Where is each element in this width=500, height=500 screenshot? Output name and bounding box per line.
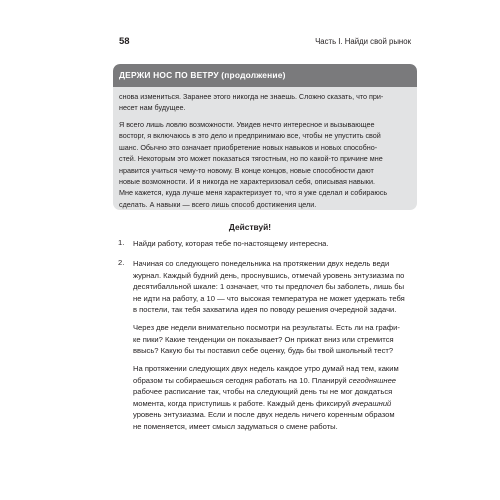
list-item-paragraph <box>133 258 405 316</box>
text-line: Найди работу, которая тебе по-настоящему интересна. <box>133 239 329 248</box>
text-line: восторг, я включаюсь в это дело и предпринимаю все, чтобы не упустить свой <box>119 131 381 141</box>
text-line: не поменяется, имеет смысл задуматься о смене работы. <box>133 421 338 431</box>
section-title: Действуй! <box>228 222 272 232</box>
text-line: ке пики? Какие тенденции он показывает? Он прижат вниз или стремится <box>133 334 394 344</box>
list-item-number: 1. <box>118 238 125 247</box>
sidebar-paragraph <box>119 119 387 210</box>
page-number: 58 <box>119 36 130 47</box>
list-item-text <box>133 238 329 250</box>
list-item-paragraph <box>133 363 399 433</box>
text-line: журнал. Каждый будний день, проснувшись, отмечай уровень энтузиазма по <box>133 270 405 280</box>
text-line: На протяжении следующих двух недель каждое утро думай над тем, каким <box>133 364 399 373</box>
text-line: не идти на работу, а 10 — что высокая температура не может удержать тебя <box>133 293 405 303</box>
text-line: несет нам будущее. <box>119 103 186 113</box>
emphasis-text: вчерашний <box>352 398 392 408</box>
running-head: Часть I. Найди свой рынок <box>315 37 411 46</box>
text-line: сделать. А навыки — всего лишь способ достижения цели. <box>119 199 317 209</box>
emphasis-text: сегодняшнее <box>348 375 397 385</box>
sidebar-title-bar <box>113 64 417 87</box>
text-line: десятибалльной шкале: 1 означает, что ты предпочел бы заболеть, лишь бы <box>133 282 405 292</box>
list-item-number: 2. <box>118 258 125 267</box>
text-line: Я всего лишь ловлю возможности. Увидев нечто интересное и вызывающее <box>119 120 375 129</box>
text-line: уровень энтузиазма. Если и после двух недель ничего коренным образом <box>133 410 395 420</box>
text-line: шанс. Обычно это означает приобретение новых навыков и новых способно- <box>119 142 378 152</box>
list-item-paragraph <box>133 322 400 357</box>
sidebar-paragraph <box>119 91 383 114</box>
text-line <box>133 375 399 387</box>
text-span: образом ты собираешься сегодня работать на 10. Планируй <box>133 375 349 385</box>
text-line: рабочее расписание так, чтобы на следующий день ты не мог дождаться <box>133 387 393 397</box>
text-line: стей. Некоторым это может показаться тягостным, но по какой-то причине мне <box>119 154 383 164</box>
text-line: новые возможности. И я никогда не характеризовал себя, описывая навыки. <box>119 177 375 187</box>
sidebar-box <box>113 64 417 210</box>
text-span: момента, когда приступишь к работе. Каждый день фиксируй <box>133 398 353 408</box>
text-line: ввысь? Какую бы ты поставил себе оценку, будь бы твой школьный тест? <box>133 346 394 356</box>
text-line: Через две недели внимательно посмотри на результаты. Есть ли на графи- <box>133 323 400 332</box>
text-line <box>133 398 399 410</box>
text-line: Начиная со следующего понедельника на протяжении двух недель веди <box>133 259 390 268</box>
text-line: в постели, так тебя захватила идея по поводу решения очередной задачи. <box>133 305 397 315</box>
page-header <box>119 36 411 48</box>
sidebar-title: ДЕРЖИ НОС ПО ВЕТРУ (продолжение) <box>119 70 286 80</box>
text-line: нравится учиться чему-то новому. В конце концов, новые способности дают <box>119 165 374 175</box>
text-line: снова измениться. Заранее этого никогда не знаешь. Сложно сказать, что при- <box>119 92 384 101</box>
text-line: Мне кажется, куда лучше меня характеризует то, что я уже сделал и собираюсь <box>119 188 388 198</box>
